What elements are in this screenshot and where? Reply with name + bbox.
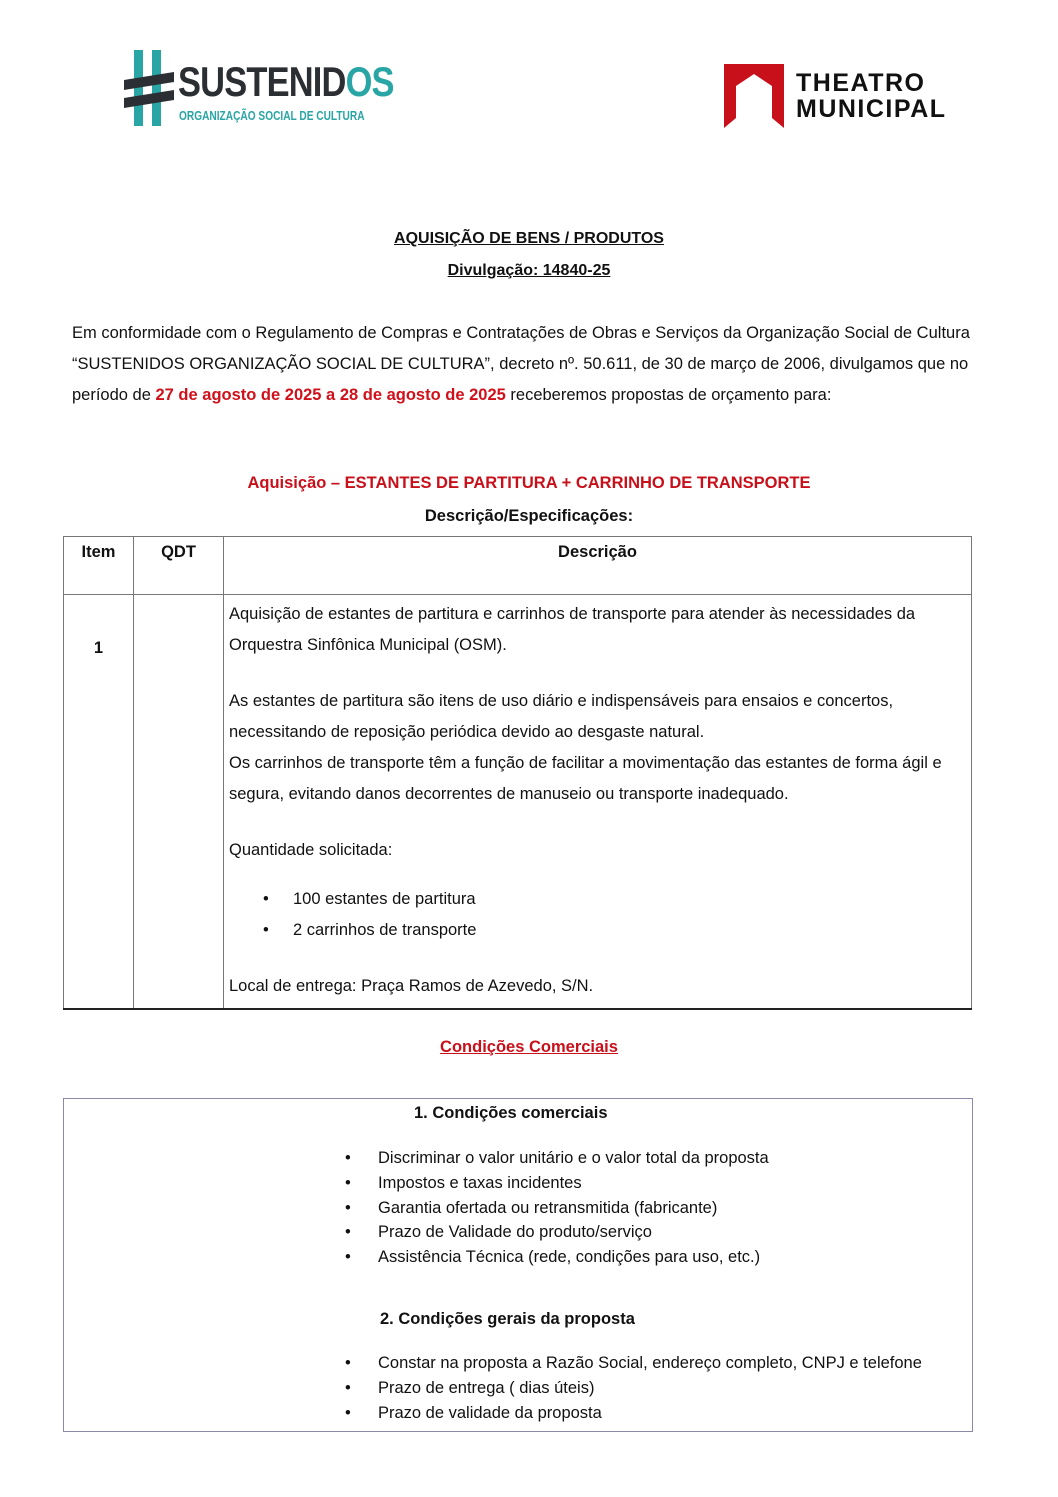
logo-wordmark: SUSTENIDOS bbox=[178, 58, 394, 105]
item-number: 1 bbox=[64, 595, 134, 1010]
disclosure-number: Divulgação: 14840-25 bbox=[447, 262, 611, 279]
desc-paragraph-2: As estantes de partitura são itens de uso diário e indispensáveis para ensaios e concertos, necessitando de reposição periódica devido ao desgaste natural. bbox=[229, 692, 894, 741]
conditions-box bbox=[63, 1098, 973, 1432]
logo-text: THEATRO MUNICIPAL bbox=[796, 69, 947, 123]
header-item: Item bbox=[64, 537, 134, 595]
desc-paragraph-3: Os carrinhos de transporte têm a função de facilitar a movimentação das estantes de forma ágil e segura, evitando danos decorrentes de manuseio ou transporte inadequado. bbox=[229, 754, 942, 803]
qty-list bbox=[229, 884, 965, 946]
acquisition-title: Aquisição – ESTANTES DE PARTITURA + CARRINHO DE TRANSPORTE bbox=[247, 474, 811, 492]
list-item: • 2 carrinhos de transporte bbox=[293, 915, 965, 946]
list-item: • Prazo de Validade do produto/serviço bbox=[378, 1220, 769, 1245]
section1-heading: 1. Condições comerciais bbox=[414, 1104, 608, 1122]
list-item: • Impostos e taxas incidentes bbox=[378, 1171, 769, 1196]
theatro-municipal-logo bbox=[724, 64, 964, 130]
table-header-row bbox=[64, 537, 972, 595]
delivery-location: Local de entrega: Praça Ramos de Azevedo, S/N. bbox=[229, 977, 594, 995]
section2-heading: 2. Condições gerais da proposta bbox=[380, 1310, 635, 1328]
table-row bbox=[64, 595, 972, 1010]
list-item: • 100 estantes de partitura bbox=[293, 884, 965, 915]
list-item: • Discriminar o valor unitário e o valor total da proposta bbox=[378, 1146, 769, 1171]
description-label: Descrição/Especificações: bbox=[424, 507, 634, 525]
conditions-title: Condições Comerciais bbox=[440, 1038, 618, 1056]
list-item: • Prazo de validade da proposta bbox=[378, 1401, 922, 1426]
sustenidos-logo bbox=[124, 50, 394, 130]
section2-list bbox=[378, 1351, 922, 1425]
list-item: • Constar na proposta a Razão Social, endereço completo, CNPJ e telefone bbox=[378, 1351, 922, 1376]
qty-label: Quantidade solicitada: bbox=[229, 841, 393, 859]
intro-paragraph: Em conformidade com o Regulamento de Compras e Contratações de Obras e Serviços da Organização Social de Cultura “SUSTENIDOS ORGANIZAÇÃO SOCIAL DE CULTURA”, decreto nº. 50.611, de 30 de março de 2006, divulgamos que no período de 27 de agosto de 2025 a 28 de agosto de 2025 receberemos propostas de orçamento para: bbox=[72, 324, 970, 404]
period-dates: 27 de agosto de 2025 a 28 de agosto de 2025 bbox=[155, 386, 506, 404]
desc-paragraph-1: Aquisição de estantes de partitura e carrinhos de transporte para atender às necessidades da Orquestra Sinfônica Municipal (OSM). bbox=[229, 605, 916, 654]
item-description bbox=[224, 595, 972, 1010]
specification-table bbox=[63, 536, 972, 1010]
item-qty bbox=[134, 595, 224, 1010]
list-item: • Garantia ofertada ou retransmitida (fabricante) bbox=[378, 1196, 769, 1221]
list-item: • Prazo de entrega ( dias úteis) bbox=[378, 1376, 922, 1401]
theatre-arch-icon bbox=[724, 64, 784, 128]
logo-tagline: ORGANIZAÇÃO SOCIAL DE CULTURA bbox=[179, 108, 365, 123]
header-qty: QDT bbox=[134, 537, 224, 595]
section1-list bbox=[378, 1146, 769, 1270]
page-title: AQUISIÇÃO DE BENS / PRODUTOS bbox=[394, 230, 664, 247]
header-description: Descrição bbox=[224, 537, 972, 595]
sharp-hash-icon bbox=[124, 50, 174, 126]
list-item: • Assistência Técnica (rede, condições para uso, etc.) bbox=[378, 1245, 769, 1270]
